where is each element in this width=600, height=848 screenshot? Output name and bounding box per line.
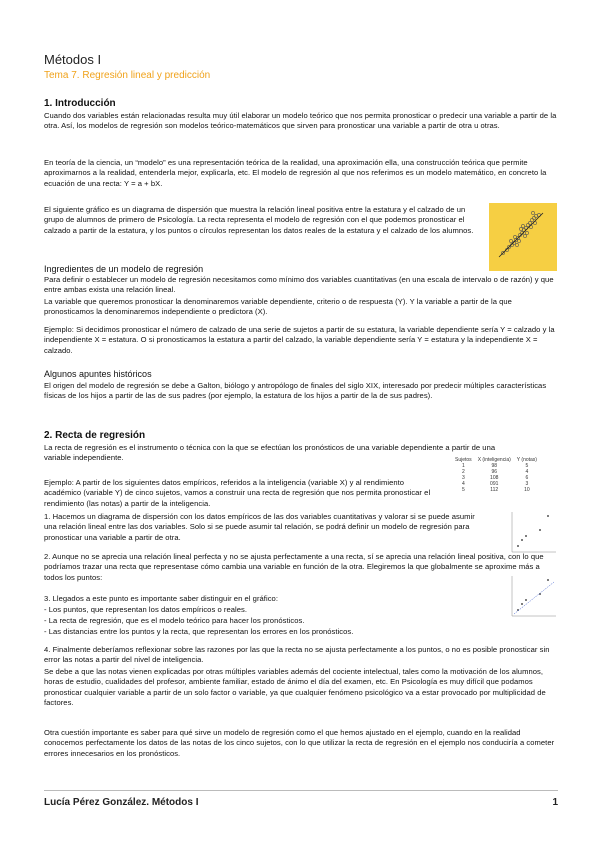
- section-heading-introduccion: 1. Introducción: [44, 98, 116, 109]
- table-header: X (inteligencia): [477, 457, 511, 463]
- table-cell: 091: [490, 481, 499, 487]
- paragraph: Cuando dos variables están relacionadas resulta muy útil elaborar un modelo teórico que nos permita pronosticar o predecir una variable a partir de la otra. Así, los modelos de regresión son modelos teórico-matemáticos que sirven para pronosticar una variable a partir de otra u otras.: [44, 111, 557, 131]
- paragraph: 2. Aunque no se aprecia una relación lineal perfecta y no se ajusta perfectamente a una recta, sí se aprecia una relación lineal positiva, con lo que podríamos trazar una recta que representase cómo cambia una variable en función de la otra. Elegiremos la que globalmente se aproxime más a todos los puntos:: [44, 552, 544, 582]
- paragraph: 1. Hacemos un diagrama de dispersión con los datos empíricos de las dos variables cuantitativas y valorar si se puede asumir una relación lineal entre las dos variables. Solo si se puede asumir tal relación, se podrá definir un modelo de regresión para pronosticar una variable a partir de otra.: [44, 512, 475, 542]
- table-cell: 3: [525, 481, 529, 487]
- table-cell: 4: [525, 469, 529, 475]
- paragraph: En teoría de la ciencia, un “modelo” es una representación teórica de la realidad, una aproximación ella, una construcción teórica que permite aproximarnos a la realidad, entenderla mejor, explicarla, etc. El modelo de regresión al que nos referimos es un modelo matemático, en concreto la ecuación de una recta: Y = a + bX.: [44, 158, 547, 188]
- footer-author: Lucía Pérez González. Métodos I: [44, 797, 199, 808]
- table-header: Y (notas): [516, 457, 537, 463]
- table-cell: 5: [525, 463, 529, 469]
- paragraph: El origen del modelo de regresión se debe a Galton, biólogo y antropólogo de finales del siglo XIX, interesado por predecir múltiples características físicas de los hijos a partir de las de sus padres (por ejemplo, la estatura de los hijos a partir de la de sus padres).: [44, 381, 547, 401]
- table-cell: 6: [525, 475, 529, 481]
- list-item: - Los puntos, que representan los datos empíricos o reales.: [44, 605, 248, 614]
- scatter-plot-with-regression-line: [506, 574, 558, 622]
- paragraph: La variable que queremos pronosticar la denominaremos variable dependiente, criterio o de respuesta (Y). Y la variable a partir de la que pronosticamos la denominaremos independiente o predictora (X).: [44, 297, 512, 317]
- table-cell: 4: [461, 481, 465, 487]
- document-title: Métodos I: [44, 52, 102, 67]
- paragraph: Otra cuestión importante es saber para qué sirve un modelo de regresión como el que hemos ajustado en el ejemplo, cuando en la realidad conocemos perfectamente los datos de las notas de los cinco sujetos, con lo que utilizar la recta de regresión en el ejemplo nos conduciría a cometer errores innecesarios en los pronósticos.: [44, 728, 555, 758]
- section-heading-recta-regresion: 2. Recta de regresión: [44, 430, 146, 441]
- page-number: 1: [552, 797, 558, 808]
- table-cell: 96: [491, 469, 497, 475]
- subheading-apuntes-historicos: Algunos apuntes históricos: [44, 369, 152, 379]
- list-item: - Las distancias entre los puntos y la recta, que representan los errores en los pronósticos.: [44, 627, 354, 636]
- table-row: [452, 487, 540, 493]
- table-cell: 5: [461, 487, 465, 493]
- paragraph: 4. Finalmente deberíamos reflexionar sobre las razones por las que la recta no se ajusta perfectamente a los puntos, o no es posible pronosticar sin error las notas a partir del nivel de inteligencia.: [44, 645, 550, 665]
- scatter-plot-estatura-calzado: [489, 203, 557, 271]
- list-item: - La recta de regresión, que es el modelo teórico para hacer los pronósticos.: [44, 616, 305, 625]
- table-header: Sujetos: [455, 457, 472, 463]
- table-cell: 98: [491, 463, 497, 469]
- table-cell: 1: [461, 463, 465, 469]
- footer-divider: [44, 790, 558, 791]
- paragraph-example: Ejemplo: A partir de los siguientes datos empíricos, referidos a la inteligencia (variable X) y al rendimiento académico (variable Y) de cinco sujetos, vamos a construir una recta de regresión que nos permita pronosticar el rendimiento (las notas) a partir de la inteligencia.: [44, 478, 431, 508]
- scatter-plot-inteligencia-notas: [506, 510, 558, 558]
- paragraph: Para definir o establecer un modelo de regresión necesitamos como mínimo dos variables cuantitativas (en una escala de intervalo o de razón) y que entre ambas exista una relación lineal.: [44, 275, 554, 295]
- paragraph: El siguiente gráfico es un diagrama de dispersión que muestra la relación lineal positiva entre la estatura y el calzado de un grupo de alumnos de primero de Psicología. La recta representa el modelo de regresión con el que podemos pronosticar el calzado a partir de la estatura, y los puntos o círculos representan los datos reales de la estatura y el calzado de los alumnos.: [44, 205, 474, 235]
- data-table: [452, 457, 562, 493]
- table-cell: 112: [490, 487, 499, 493]
- table-cell: 3: [461, 475, 465, 481]
- table-cell: 108: [490, 475, 499, 481]
- paragraph: 3. Llegados a este punto es importante saber distinguir en el gráfico:: [44, 594, 278, 603]
- document-subtitle: Tema 7. Regresión lineal y predicción: [44, 70, 211, 81]
- table-cell: 10: [524, 487, 530, 493]
- paragraph-example: Ejemplo: Si decidimos pronosticar el número de calzado de una serie de sujetos a partir de su estatura, la variable dependiente sería Y = calzado y la independiente X = estatura. O si pronosticamos la estatura a partir del calzado, la variable dependiente sería Y = estatura y la independiente X = calzado.: [44, 325, 555, 355]
- subheading-ingredientes: Ingredientes de un modelo de regresión: [44, 264, 204, 274]
- paragraph: La recta de regresión es el instrumento o técnica con la que se efectúan los pronósticos de una variable dependiente a partir de una variable independiente.: [44, 443, 496, 463]
- data-table-grid: [452, 457, 540, 493]
- paragraph: Se debe a que las notas vienen explicadas por otras múltiples variables además del cociente intelectual, tales como la motivación de los alumnos, horas de estudio, cualidades del profesor, ambiente familiar, estado de ánimo el día del examen, etc. En Psicología es muy difícil que podamos pronosticar cualquier variable a partir de un solo factor o variable, ya que cualquier fenómeno psicológico va a estar provocado por multiplicidad de factores.: [44, 667, 546, 708]
- table-cell: 2: [461, 469, 465, 475]
